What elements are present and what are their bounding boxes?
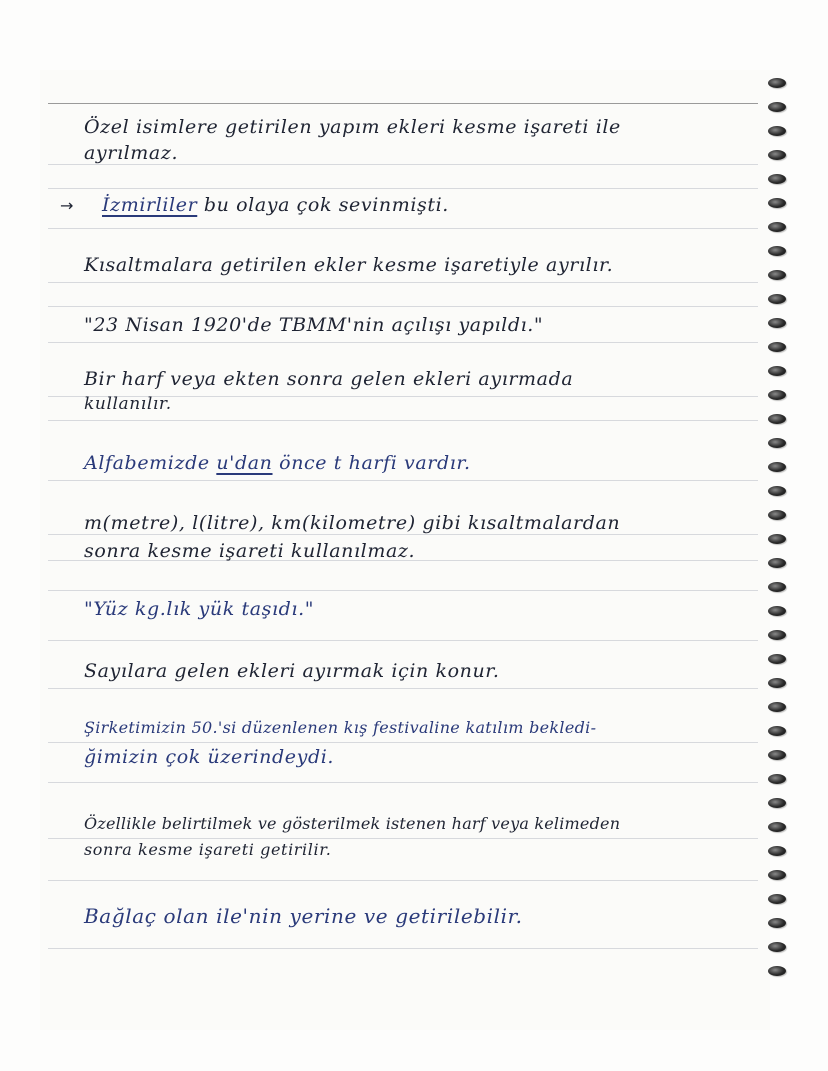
- ruled-line: [48, 282, 758, 283]
- note-text: "23 Nisan 1920'de TBMM'nin açılışı yapıldı.": [84, 314, 544, 336]
- spiral-ring: [768, 102, 786, 112]
- ruled-line: [48, 838, 758, 839]
- spiral-ring: [768, 846, 786, 856]
- ruled-line: [48, 103, 758, 104]
- ruled-line: [48, 640, 758, 641]
- note-text: ğimizin çok üzerindeydi.: [84, 746, 335, 768]
- ruled-line: [48, 590, 758, 591]
- spiral-binding: [764, 60, 804, 1000]
- ruled-line: [48, 342, 758, 343]
- spiral-ring: [768, 342, 786, 352]
- spiral-ring: [768, 174, 786, 184]
- note-line: [84, 904, 523, 928]
- note-text: Özellikle belirtilmek ve gösterilmek istenen harf veya kelimeden: [84, 814, 621, 833]
- ruled-line: [48, 164, 758, 165]
- ruled-line: [48, 228, 758, 229]
- note-text: Alfabemizde: [84, 452, 217, 474]
- ruled-line: [48, 534, 758, 535]
- spiral-ring: [768, 366, 786, 376]
- spiral-ring: [768, 894, 786, 904]
- spiral-ring: [768, 774, 786, 784]
- spiral-ring: [768, 942, 786, 952]
- note-line: [84, 512, 620, 534]
- note-text: Özel isimlere getirilen yapım ekleri kesme işareti ile: [84, 116, 621, 138]
- spiral-ring: [768, 270, 786, 280]
- note-text: ayrılmaz.: [84, 142, 179, 164]
- note-line: [84, 452, 471, 474]
- spiral-ring: [768, 318, 786, 328]
- ruled-line: [48, 948, 758, 949]
- spiral-ring: [768, 582, 786, 592]
- spiral-ring: [768, 486, 786, 496]
- spiral-ring: [768, 126, 786, 136]
- note-line: [84, 368, 573, 390]
- ruled-line: [48, 782, 758, 783]
- note-line: [84, 314, 543, 336]
- spiral-ring: [768, 750, 786, 760]
- spiral-ring: [768, 438, 786, 448]
- spiral-ring: [768, 654, 786, 664]
- spiral-ring: [768, 798, 786, 808]
- note-line: [84, 394, 172, 414]
- note-line: [84, 598, 314, 620]
- spiral-ring: [768, 822, 786, 832]
- spiral-ring: [768, 918, 786, 928]
- spiral-ring: [768, 150, 786, 160]
- note-line: [84, 660, 500, 682]
- spiral-ring: [768, 246, 786, 256]
- spiral-ring: [768, 678, 786, 688]
- note-line: [84, 840, 331, 859]
- note-text: Bir harf veya ekten sonra gelen ekleri ayırmada: [84, 368, 574, 390]
- underlined-word: u'dan: [216, 452, 273, 474]
- spiral-ring: [768, 702, 786, 712]
- note-line: [84, 814, 620, 833]
- note-text: m(metre), l(litre), km(kilometre) gibi kısaltmalardan: [84, 512, 621, 534]
- note-text: Şirketimizin 50.'si düzenlenen kış festivaline katılım bekledi-: [84, 718, 597, 737]
- ruled-line: [48, 880, 758, 881]
- note-line: [84, 142, 178, 164]
- note-line: [84, 718, 596, 737]
- note-line: [84, 540, 415, 562]
- arrow-icon: →: [60, 196, 74, 215]
- spiral-ring: [768, 198, 786, 208]
- spiral-ring: [768, 966, 786, 976]
- ruled-line: [48, 688, 758, 689]
- spiral-ring: [768, 390, 786, 400]
- note-text: kullanılır.: [84, 394, 172, 414]
- ruled-line: [48, 188, 758, 189]
- spiral-ring: [768, 414, 786, 424]
- spiral-ring: [768, 870, 786, 880]
- spiral-ring: [768, 534, 786, 544]
- spiral-ring: [768, 294, 786, 304]
- note-text: Bağlaç olan ile'nin yerine ve getirilebilir.: [84, 904, 523, 928]
- note-text: sonra kesme işareti kullanılmaz.: [84, 540, 416, 562]
- note-line: [84, 254, 613, 276]
- note-text: sonra kesme işareti getirilir.: [84, 840, 332, 859]
- spiral-ring: [768, 462, 786, 472]
- note-text: Sayılara gelen ekleri ayırmak için konur.: [84, 660, 500, 682]
- note-text: önce t harfi vardır.: [272, 452, 471, 474]
- note-text: "Yüz kg.lık yük taşıdı.": [84, 598, 315, 620]
- spiral-ring: [768, 630, 786, 640]
- underlined-word: İzmirliler: [102, 194, 198, 216]
- spiral-ring: [768, 726, 786, 736]
- spiral-ring: [768, 606, 786, 616]
- note-line: [84, 116, 621, 138]
- spiral-ring: [768, 510, 786, 520]
- note-text: bu olaya çok sevinmişti.: [197, 194, 449, 216]
- note-text: Kısaltmalara getirilen ekler kesme işaretiyle ayrılır.: [84, 254, 614, 276]
- spiral-ring: [768, 78, 786, 88]
- spiral-ring: [768, 558, 786, 568]
- ruled-line: [48, 420, 758, 421]
- spiral-ring: [768, 222, 786, 232]
- ruled-line: [48, 742, 758, 743]
- note-line: [102, 194, 449, 216]
- ruled-line: [48, 306, 758, 307]
- note-line: [84, 746, 334, 768]
- ruled-line: [48, 480, 758, 481]
